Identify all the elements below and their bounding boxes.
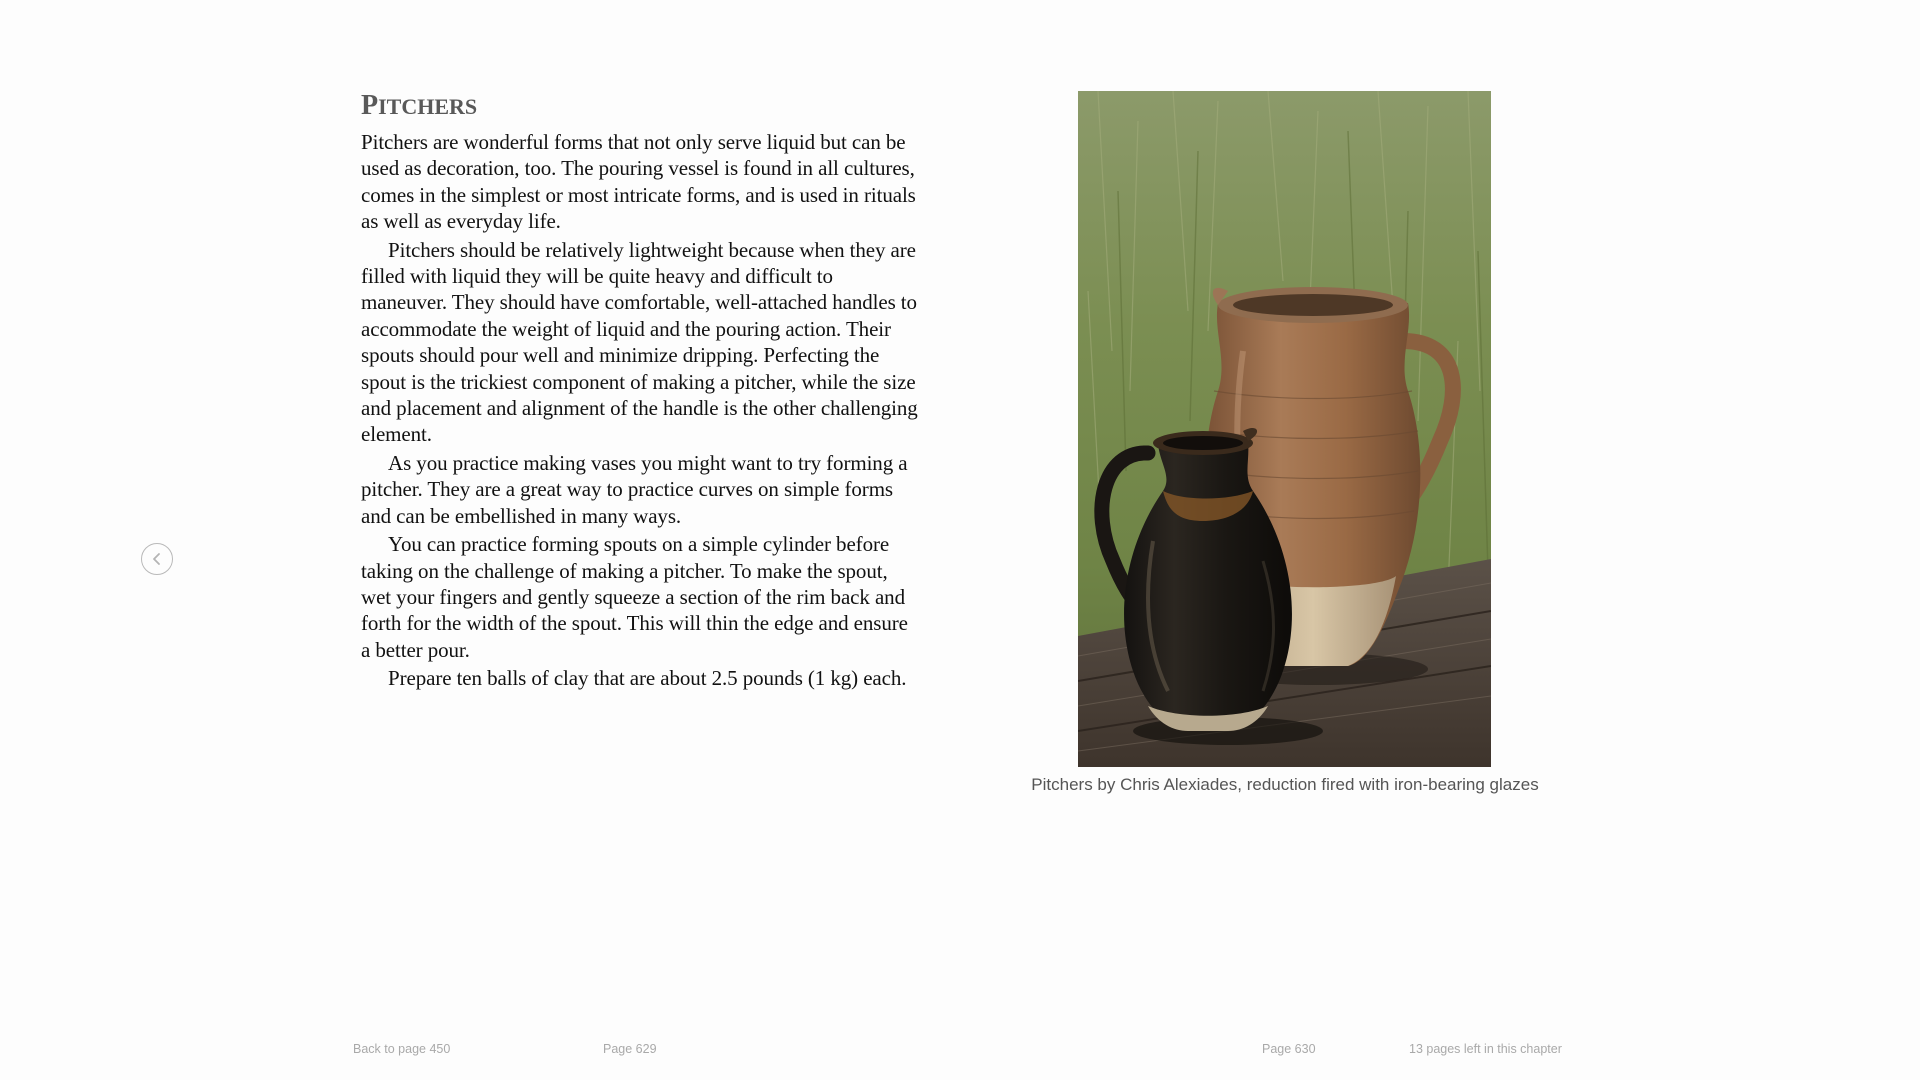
right-page-number: Page 630 bbox=[1262, 1042, 1316, 1056]
previous-page-button[interactable] bbox=[141, 543, 173, 575]
paragraph-2: Pitchers should be relatively lightweight because when they are filled with liquid they will be quite heavy and difficult to maneuver. They should have comfortable, well-attached handles to accommodate the weight of liquid and the pouring action. Their spouts should pour well and minimize dripping. Perfecting the spout is the trickiest component of making a pitcher, while the size and placement and alignment of the handle is the other challenging element. bbox=[361, 237, 918, 447]
paragraph-5: Prepare ten balls of clay that are about 2.5 pounds (1 kg) each. bbox=[388, 666, 907, 691]
paragraph-4: You can practice forming spouts on a simple cylinder before taking on the challenge of making a pitcher. To make the spout, wet your fingers and gently squeeze a section of the rim back and forth for the width of the spout. This will thin the edge and ensure a better pour. bbox=[361, 532, 908, 662]
paragraph-1: Pitchers are wonderful forms that not only serve liquid but can be used as decoration, too. The pouring vessel is found in all cultures, comes in the simplest or most intricate forms, and is used in rituals as well as everyday life. bbox=[361, 130, 916, 234]
back-to-page-link[interactable]: Back to page 450 bbox=[353, 1042, 451, 1056]
left-page-number: Page 629 bbox=[603, 1042, 657, 1056]
section-heading bbox=[361, 90, 921, 123]
heading-rest: ITCHERS bbox=[378, 94, 478, 119]
photo-caption: Pitchers by Chris Alexiades, reduction fired with iron-bearing glazes bbox=[1031, 775, 1539, 794]
pages-left-indicator: 13 pages left in this chapter bbox=[1409, 1042, 1562, 1056]
pitchers-photo bbox=[1078, 91, 1491, 767]
heading-initial: P bbox=[361, 90, 379, 121]
paragraph-3: As you practice making vases you might want to try forming a pitcher. They are a great way to practice curves on simple forms and can be embellished in many ways. bbox=[361, 450, 908, 528]
left-page bbox=[361, 90, 921, 694]
chevron-left-icon bbox=[150, 552, 164, 566]
